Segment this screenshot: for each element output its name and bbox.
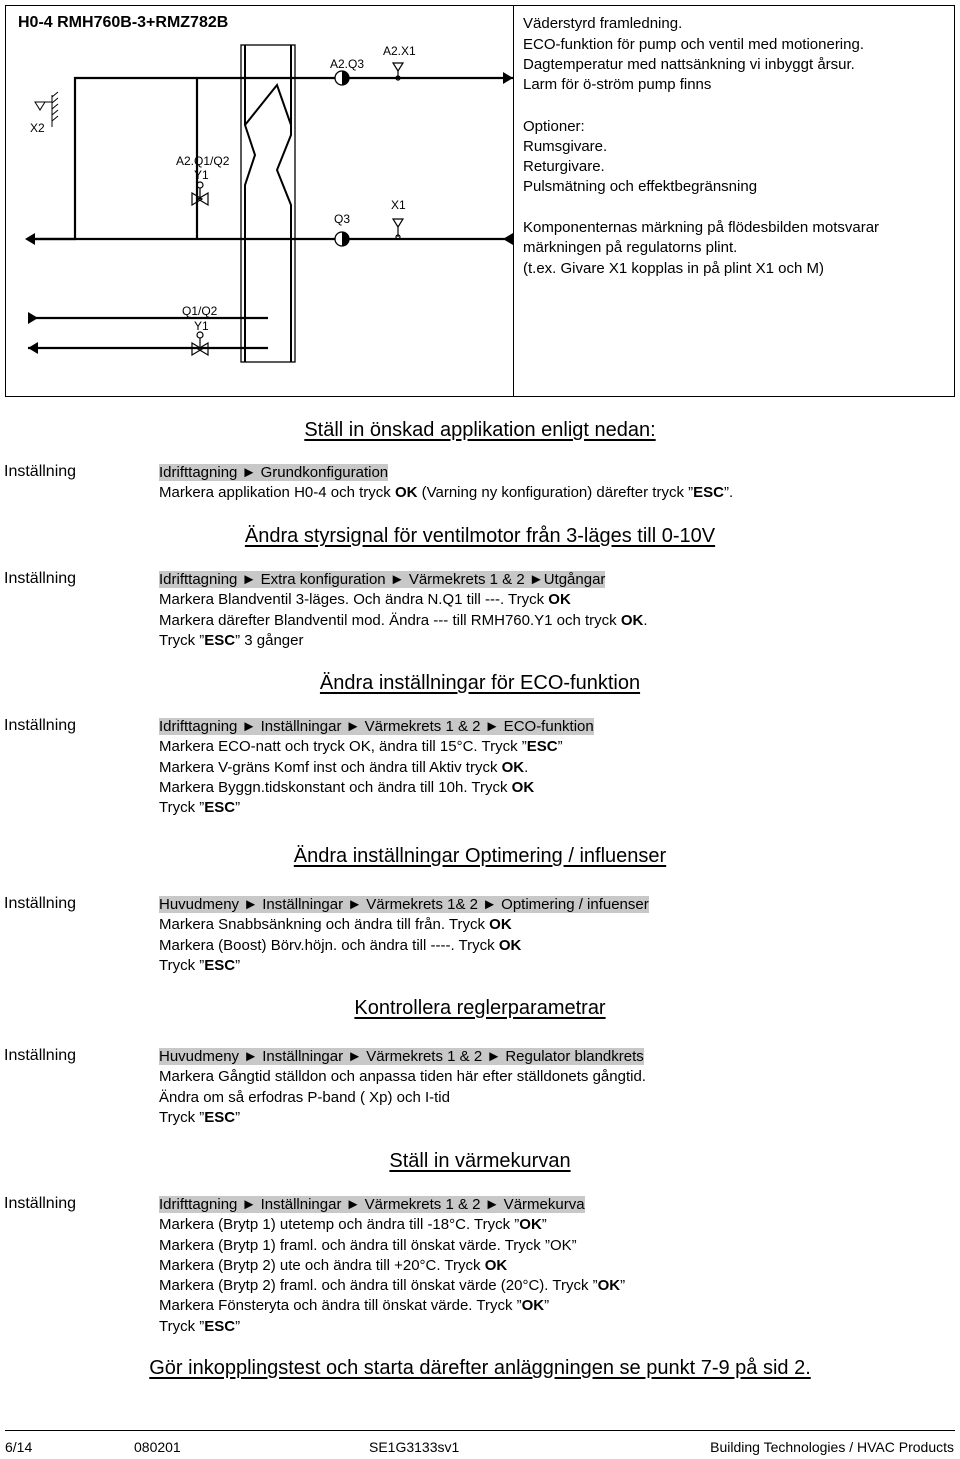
section-label: Inställning: [4, 717, 77, 734]
instruction-line: [159, 778, 594, 798]
instruction-text: Markera (Brytp 1) framl. och ändra till önskat värde. Tryck ”OK”: [159, 1236, 577, 1254]
description-line: Optioner:: [523, 118, 585, 135]
description-line: Komponenternas märkning på flödesbilden motsvarar: [523, 219, 880, 236]
section-title: Ställ in värmekurvan: [389, 1150, 571, 1172]
instruction-text: Ändra om så erfodras P-band ( Xp) och I-tid: [159, 1088, 450, 1106]
instruction-line: [159, 798, 594, 818]
instruction-line: [159, 936, 649, 956]
instruction-line: [159, 1067, 646, 1087]
instruction-text: Tryck ”: [159, 631, 205, 649]
section-label: Inställning: [4, 570, 77, 587]
instruction-line: [159, 483, 733, 503]
hydraulic-diagram: [5, 5, 513, 397]
instruction-line: [159, 1236, 625, 1256]
section-label: Inställning: [4, 463, 77, 480]
bold-keyword: OK: [501, 758, 525, 776]
instruction-text: ”: [235, 799, 241, 817]
heat-exchanger: [241, 45, 295, 362]
instruction-text: Markera Gångtid ställdon och anpassa tiden här efter ställdonets gångtid.: [159, 1068, 646, 1086]
bold-keyword: ESC: [526, 738, 558, 756]
menu-path: [159, 1195, 625, 1215]
instruction-line: [159, 956, 649, 976]
bold-keyword: OK: [548, 591, 571, 609]
footer-company: Building Technologies / HVAC Products: [710, 1439, 954, 1455]
label-q3: Q3: [334, 212, 351, 226]
description-line: märkningen på regulatorns plint.: [523, 239, 738, 256]
bold-keyword: OK: [489, 916, 512, 934]
instruction-text: ”: [235, 956, 241, 974]
instruction-text: Markera (Boost) Börv.höjn. och ändra till ----. Tryck: [159, 936, 499, 954]
label-a2x1: A2.X1: [383, 44, 416, 58]
instruction-line: [159, 1276, 625, 1296]
section-label: Inställning: [4, 1195, 77, 1212]
instruction-text: Markera (Brytp 2) ute och ändra till +20°C. Tryck: [159, 1256, 485, 1274]
section-title: Ändra inställningar för ECO-funktion: [319, 672, 641, 694]
description-line: Rumsgivare.: [523, 138, 608, 155]
section-label: Inställning: [4, 1047, 77, 1064]
label-y1: Y1: [194, 319, 209, 333]
instruction-text: .: [524, 758, 529, 776]
section-title: Ändra inställningar Optimering / influenser: [293, 845, 667, 867]
section-steps: [159, 1195, 625, 1337]
arrow-right-icon: [28, 312, 38, 324]
instruction-text: Tryck ”: [159, 956, 205, 974]
valve-icon: [192, 182, 208, 205]
instruction-line: [159, 1256, 625, 1276]
instruction-text: Tryck ”: [159, 1108, 205, 1126]
instruction-text: ” 3 gånger: [235, 631, 304, 649]
section-title: Ställ in önskad applikation enligt nedan:: [304, 419, 656, 441]
description-line: Returgivare.: [523, 158, 605, 175]
instruction-text: Markera (Brytp 1) utetemp och ändra till -18°C. Tryck ”: [159, 1216, 520, 1234]
menu-path: [159, 1047, 646, 1067]
footer-doc-id: SE1G3133sv1: [369, 1439, 460, 1455]
menu-path: [159, 717, 594, 737]
model-title: H0-4 RMH760B-3+RMZ782B: [18, 14, 229, 31]
bold-keyword: OK: [620, 611, 644, 629]
label-x1: X1: [391, 198, 406, 212]
arrow-right-icon: [503, 72, 513, 84]
section-steps: [159, 463, 733, 504]
bold-keyword: OK: [597, 1277, 621, 1295]
instruction-text: (Varning ny konfiguration) därefter tryck ”: [417, 484, 694, 502]
bold-keyword: ESC: [204, 1317, 236, 1335]
pump-icon: [335, 232, 349, 246]
flow-pipe-top: [28, 78, 513, 239]
bold-keyword: ESC: [204, 1108, 236, 1126]
menu-path-text: Idrifttagning ► Extra konfiguration ► Värmekrets 1 & 2 ►Utgångar: [159, 571, 606, 588]
instruction-text: ”: [235, 1317, 241, 1335]
instruction-line: [159, 758, 594, 778]
label-a2y1: Y1: [194, 168, 209, 182]
instruction-text: ”: [541, 1216, 547, 1234]
menu-path: [159, 895, 649, 915]
instruction-text: ”: [620, 1277, 626, 1295]
instruction-line: [159, 590, 648, 610]
frame-divider: [513, 5, 514, 397]
section-title: Kontrollera reglerparametrar: [354, 997, 606, 1019]
description-line: (t.ex. Givare X1 kopplas in på plint X1 och M): [523, 260, 824, 277]
arrow-left-icon: [25, 233, 35, 245]
bold-keyword: OK: [484, 1256, 508, 1274]
menu-path-text: Idrifttagning ► Inställningar ► Värmekrets 1 & 2 ► ECO-funktion: [159, 718, 594, 735]
instruction-text: ”: [557, 738, 563, 756]
instruction-text: Tryck ”: [159, 799, 205, 817]
exchanger-coil: [245, 45, 291, 362]
instruction-text: ”.: [723, 484, 734, 502]
instruction-text: Markera därefter Blandventil mod. Ändra --- till RMH760.Y1 och tryck: [159, 611, 621, 629]
instruction-line: [159, 1296, 625, 1316]
instruction-text: Markera ECO-natt och tryck OK, ändra till 15°C. Tryck ”: [159, 738, 527, 756]
bold-keyword: ESC: [204, 799, 236, 817]
final-note: Gör inkopplingstest och starta därefter anläggningen se punkt 7-9 på sid 2.: [149, 1357, 811, 1379]
description-line: Dagtemperatur med nattsänkning vi inbyggt årsur.: [523, 56, 855, 73]
instruction-text: ”: [544, 1297, 550, 1315]
description-line: Larm för ö-ström pump finns: [523, 76, 712, 93]
section-steps: [159, 1047, 646, 1128]
instruction-text: Markera V-gräns Komf inst och ändra till Aktiv tryck: [159, 758, 502, 776]
bold-keyword: ESC: [693, 484, 724, 502]
instruction-line: [159, 1108, 646, 1128]
instruction-text: Markera Byggn.tidskonstant och ändra till 10h. Tryck: [159, 778, 512, 796]
label-a2q3: A2.Q3: [330, 57, 365, 71]
description-line: Pulsmätning och effektbegränsning: [523, 178, 758, 195]
instruction-line: [159, 1088, 646, 1108]
instruction-text: Markera (Brytp 2) framl. och ändra till önskat värde (20°C). Tryck ”: [159, 1277, 598, 1295]
bold-keyword: OK: [519, 1216, 542, 1234]
menu-path-text: Huvudmeny ► Inställningar ► Värmekrets 1 & 2 ► Regulator blandkrets: [159, 1048, 644, 1065]
section-steps: [159, 717, 594, 818]
instruction-text: .: [643, 611, 648, 629]
instruction-line: [159, 631, 648, 651]
section-steps: [159, 895, 649, 976]
section-title: Ändra styrsignal för ventilmotor från 3-läges till 0-10V: [244, 525, 716, 547]
valve-icon: [192, 332, 208, 355]
menu-path: [159, 463, 733, 483]
section-label: Inställning: [4, 895, 77, 912]
instruction-text: Markera applikation H0-4 och tryck: [159, 484, 395, 502]
instruction-text: Markera Snabbsänkning och ändra till från. Tryck: [159, 916, 490, 934]
bold-keyword: OK: [521, 1297, 545, 1315]
menu-path-text: Huvudmeny ► Inställningar ► Värmekrets 1& 2 ► Optimering / infuenser: [159, 896, 649, 913]
instruction-line: [159, 1215, 625, 1235]
menu-path-text: Idrifttagning ► Grundkonfiguration: [159, 464, 389, 481]
bold-keyword: OK: [394, 484, 418, 502]
footer-date: 080201: [134, 1439, 181, 1455]
label-a2q1q2: A2.Q1/Q2: [176, 154, 230, 168]
bold-keyword: OK: [511, 778, 535, 796]
instruction-line: [159, 737, 594, 757]
menu-path-text: Idrifttagning ► Inställningar ► Värmekrets 1 & 2 ► Värmekurva: [159, 1196, 585, 1213]
bold-keyword: ESC: [204, 631, 236, 649]
instruction-text: ”: [235, 1108, 241, 1126]
pump-icon: [335, 71, 349, 85]
bold-keyword: OK: [498, 936, 522, 954]
menu-path: [159, 570, 648, 590]
bold-keyword: ESC: [204, 956, 236, 974]
instruction-text: Tryck ”: [159, 1317, 205, 1335]
instruction-line: [159, 1317, 625, 1337]
footer-rule: [5, 1430, 955, 1431]
label-x2: X2: [30, 121, 45, 135]
footer-page: 6/14: [5, 1439, 33, 1455]
instruction-text: Markera Fönsteryta och ändra till önskat värde. Tryck ”: [159, 1297, 522, 1315]
instruction-line: [159, 915, 649, 935]
arrow-left-icon: [503, 233, 513, 245]
instruction-line: [159, 611, 648, 631]
arrow-left-icon: [28, 342, 38, 354]
instruction-text: Markera Blandventil 3-läges. Och ändra N.Q1 till ---. Tryck: [159, 591, 549, 609]
description-line: ECO-funktion för pump och ventil med motionering.: [523, 36, 864, 53]
description-line: Väderstyrd framledning.: [523, 15, 683, 32]
section-steps: [159, 570, 648, 651]
label-q1q2: Q1/Q2: [182, 304, 218, 318]
sensor-icon: [393, 219, 403, 239]
